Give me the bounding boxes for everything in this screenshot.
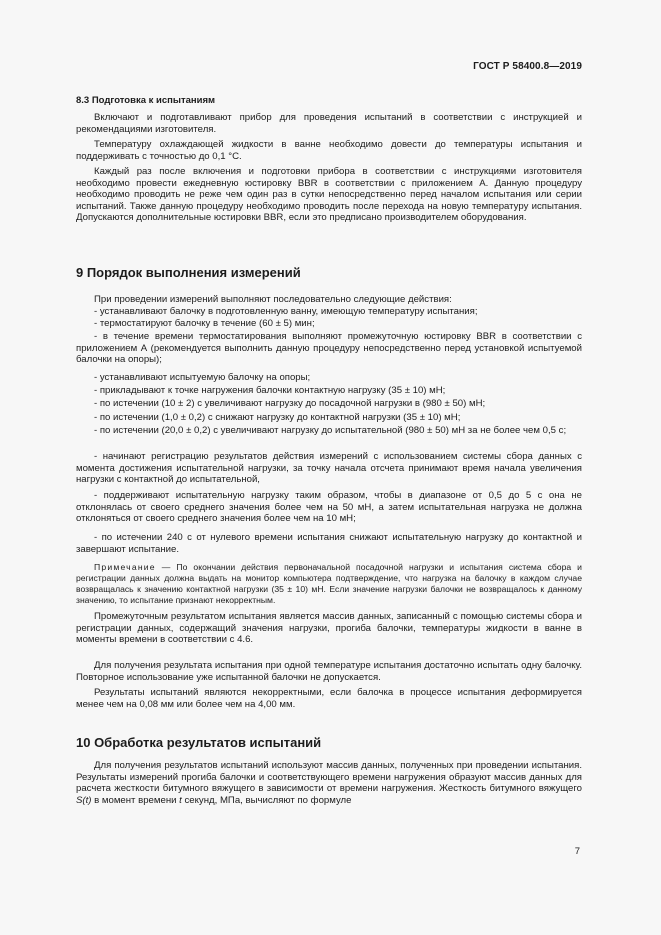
section-9-title: 9 Порядок выполнения измерений xyxy=(76,265,301,280)
step-7: - по истечении (1,0 ± 0,2) с снижают нагрузку до контактной нагрузки (35 ± 10) мН; xyxy=(94,412,461,423)
step-1: - устанавливают балочку в подготовленную ванну, имеющую температуру испытания; xyxy=(94,306,478,317)
paragraph-8-3-1-text: Включают и подготавливают прибор для проведения испытаний в соответствии с инструкцией и рекомендациями изготовителя. xyxy=(76,112,582,135)
document-header-id: ГОСТ Р 58400.8—2019 xyxy=(473,61,582,72)
paragraph-9-after-2: Для получения результата испытания при одной температуре испытания достаточно испытать одну балочку. Повторное использование уже испытанной балочки не допускается. xyxy=(76,660,582,683)
paragraph-9-after-1: Промежуточным результатом испытания является массив данных, записанный с помощью системы сбора и регистрации данных, содержащий значения нагрузки, прогиба балочки, температуры жидкости в ванне в моменты времени в соответствии с 4.6. xyxy=(76,611,582,645)
step-9: - начинают регистрацию результатов действия измерений с использованием системы сбора данных с момента достижения испытательной нагрузки, за точку начала отсчета принимают время начала увеличения нагрузки с контактной до испытательной, xyxy=(76,451,582,485)
step-3: - в течение времени термостатирования выполняют промежуточную юстировку BBR в соответствии с приложением А (рекомендуется выполнить данную процедуру непосредственно перед установкой испытуемой балочки на опоры); xyxy=(76,331,582,365)
paragraph-9-after-3: Результаты испытаний являются некорректными, если балочка в процессе испытания деформируется менее чем на 0,08 мм или более чем на 4,00 мм. xyxy=(76,687,582,710)
section-9-intro: При проведении измерений выполняют последовательно следующие действия: xyxy=(94,294,452,305)
step-8: - по истечении (20,0 ± 0,2) с увеличивают нагрузку до испытательной (980 ± 50) мН за не более чем 0,5 с; xyxy=(94,425,567,436)
note-text: — По окончании действия первоначальной посадочной нагрузки и испытания система сбора и регистрации данных должна выдать на монитор компьютера подтверждение, что нагрузка на балочку в каждом случае возвращалась к значению контактной нагрузки (35 ± 10) мН. Если значение нагрузки балочки не возвращалось к данному значению, то испытание признают некорректным. xyxy=(76,562,582,605)
section-10-title: 10 Обработка результатов испытаний xyxy=(76,735,322,750)
step-11: - по истечении 240 с от нулевого времени испытания снижают испытательную нагрузку до контактной и завершают испытание. xyxy=(76,532,582,555)
symbol-s-t: S(t) xyxy=(76,794,92,806)
paragraph-10-1-b: в момент времени xyxy=(91,794,180,806)
step-6: - по истечении (10 ± 2) с увеличивают нагрузку до посадочной нагрузки в (980 ± 50) мН; xyxy=(94,398,486,409)
paragraph-8-3-1 xyxy=(76,112,582,135)
step-4: - устанавливают испытуемую балочку на опоры; xyxy=(94,372,311,383)
section-8-3-title: 8.3 Подготовка к испытаниям xyxy=(76,95,216,106)
paragraph-10-1-a: Для получения результатов испытаний используют массив данных, полученных при проведении испытания. Результаты измерений прогиба балочки и соответствующего времени нагружения образуют массив данных для расчета жесткости битумного вяжущего в зависимости от времени нагружения. Жесткость битумного вяжущего xyxy=(76,760,582,794)
paragraph-8-3-3: Каждый раз после включения и подготовки прибора в соответствии с инструкциями изготовителя необходимо провести ежедневную юстировку BBR в соответствии с приложением А. Данную процедуру необходимо проводить не реже чем один раз в сутки непосредственно перед началом испытания или серии испытаний. Также данную процедуру необходимо проводить после перехода на новую температуру испытания. Допускаются дополнительные юстировки BBR, если это предписано производителем оборудования. xyxy=(76,166,582,223)
page-number: 7 xyxy=(574,846,580,857)
symbol-t: t xyxy=(179,794,182,806)
paragraph-10-1 xyxy=(76,760,582,806)
paragraph-8-3-2: Температуру охлаждающей жидкости в ванне необходимо довести до температуры испытания и поддерживать с точностью до 0,1 °С. xyxy=(76,139,582,162)
step-10: - поддерживают испытательную нагрузку таким образом, чтобы в диапазоне от 0,5 до 5 с она не отклонялась от своего среднего значения более чем на 50 мН, а затем испытательная нагрузка не должна отклоняться от своего среднего значения более чем на 10 мН; xyxy=(76,490,582,524)
note-label: Примечание xyxy=(94,562,156,572)
note-block xyxy=(76,562,582,606)
step-5: - прикладывают к точке нагружения балочки контактную нагрузку (35 ± 10) мН; xyxy=(94,385,446,396)
paragraph-10-1-c: секунд, МПа, вычисляют по формуле xyxy=(181,794,352,806)
step-2: - термостатируют балочку в течение (60 ± 5) мин; xyxy=(94,318,315,329)
